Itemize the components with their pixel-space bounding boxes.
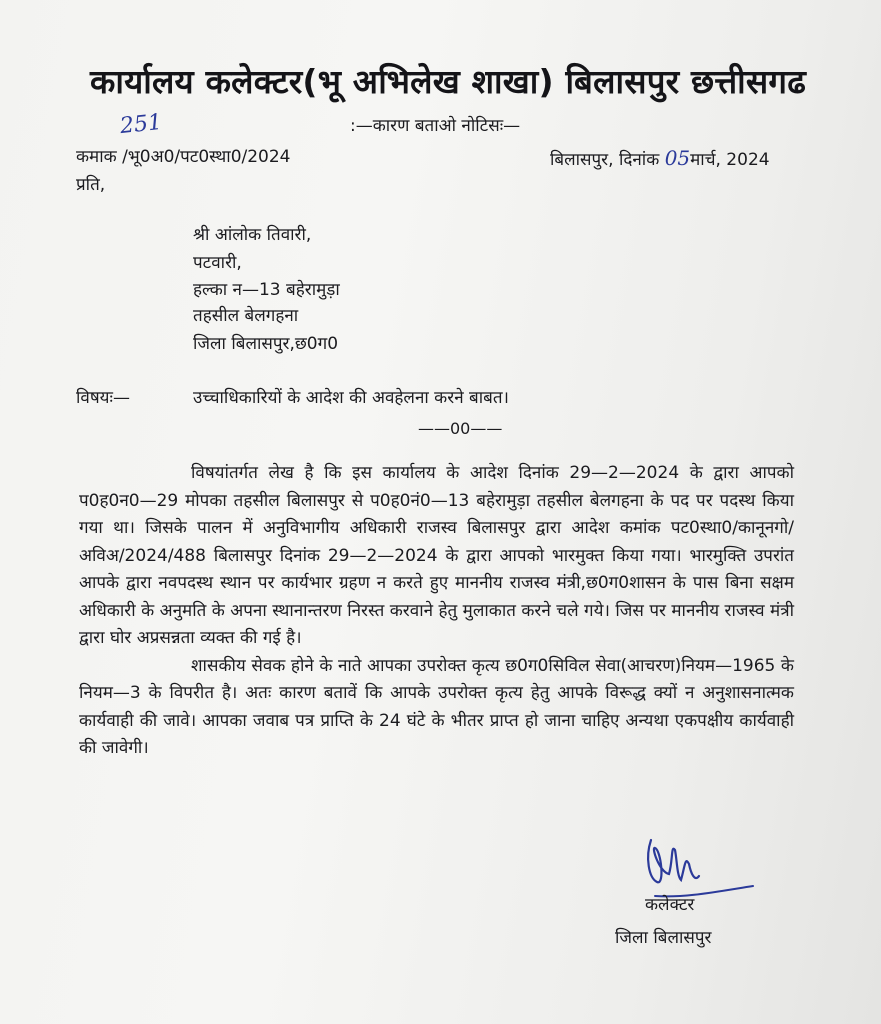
notice-title: :—कारण बताओ नोटिसः— — [350, 116, 521, 136]
addressee-line: जिला बिलासपुर,छ0ग0 — [193, 334, 339, 354]
letter-body — [79, 460, 794, 763]
subject-label: विषयः— — [76, 388, 130, 408]
signatory-title: कलेक्टर — [645, 895, 695, 915]
separator: ——00—— — [418, 419, 503, 438]
letterhead: कार्यालय कलेक्टर(भू अभिलेख शाखा) बिलासपुर छत्तीसगढ — [90, 62, 806, 101]
date-prefix: बिलासपुर, दिनांक — [550, 150, 660, 170]
reference-number: कमाक /भू0अ0/पट0स्था0/2024 — [76, 147, 291, 167]
body-paragraph: शासकीय सेवक होने के नाते आपका उपरोक्त कृत्य छ0ग0सिविल सेवा(आचरण)नियम—1965 के नियम—3 के विपरीत है। अतः कारण बतावें कि आपके उपरोक्त कृत्य हेतु आपके विरूद्ध क्यों न अनुशासनात्मक कार्यवाही की जावे। आपका जवाब पत्र प्राप्ति के 24 घंटे के भीतर प्राप्त हो जाना चाहिए अन्यथा एकपक्षीय कार्यवाही की जावेगी। — [79, 655, 794, 758]
addressee-line: हल्का न—13 बहेरामुड़ा — [193, 280, 340, 300]
date-suffix: मार्च, 2024 — [690, 150, 770, 170]
date-handwritten-day: 05 — [664, 146, 691, 170]
body-paragraph: विषयांतर्गत लेख है कि इस कार्यालय के आदेश दिनांक 29—2—2024 के द्वारा आपको प0ह0न0—29 मोपका तहसील बिलासपुर से प0ह0नं0—13 बहेरामुड़ा तहसील बेलगहना के पद पर पदस्थ किया गया था। जिसके पालन में अनुविभागीय अधिकारी राजस्व बिलासपुर द्वारा आदेश कमांक पट0स्था0/कानूनगो/अविअ/2024/488 बिलासपुर दिनांक 29—2—2024 के द्वारा आपको भारमुक्त किया गया। भारमुक्ति उपरांत आपके द्वारा नवपदस्थ स्थान पर कार्यभार ग्रहण न करते हुए माननीय राजस्व मंत्री,छ0ग0शासन के पास बिना सक्षम अधिकारी के अनुमति के अपना स्थानान्तरण निरस्त करवाने हेतु मुलाकात करने चले गये। जिस पर माननीय राजस्व मंत्री द्वारा घोर अप्रसन्नता व्यक्त की गई है। — [79, 463, 794, 648]
subject-text: उच्चाधिकारियों के आदेश की अवहेलना करने बाबत। — [193, 388, 509, 408]
letter-date — [550, 146, 770, 170]
signatory-district: जिला बिलासपुर — [615, 928, 712, 948]
signature-mark — [615, 820, 775, 920]
addressee-line: पटवारी, — [193, 253, 242, 273]
handwritten-reference-number: 251 — [118, 109, 164, 140]
addressee-line: श्री आंलोक तिवारी, — [193, 225, 312, 245]
addressee-line: तहसील बेलगहना — [193, 306, 299, 326]
salutation: प्रति, — [76, 175, 106, 195]
